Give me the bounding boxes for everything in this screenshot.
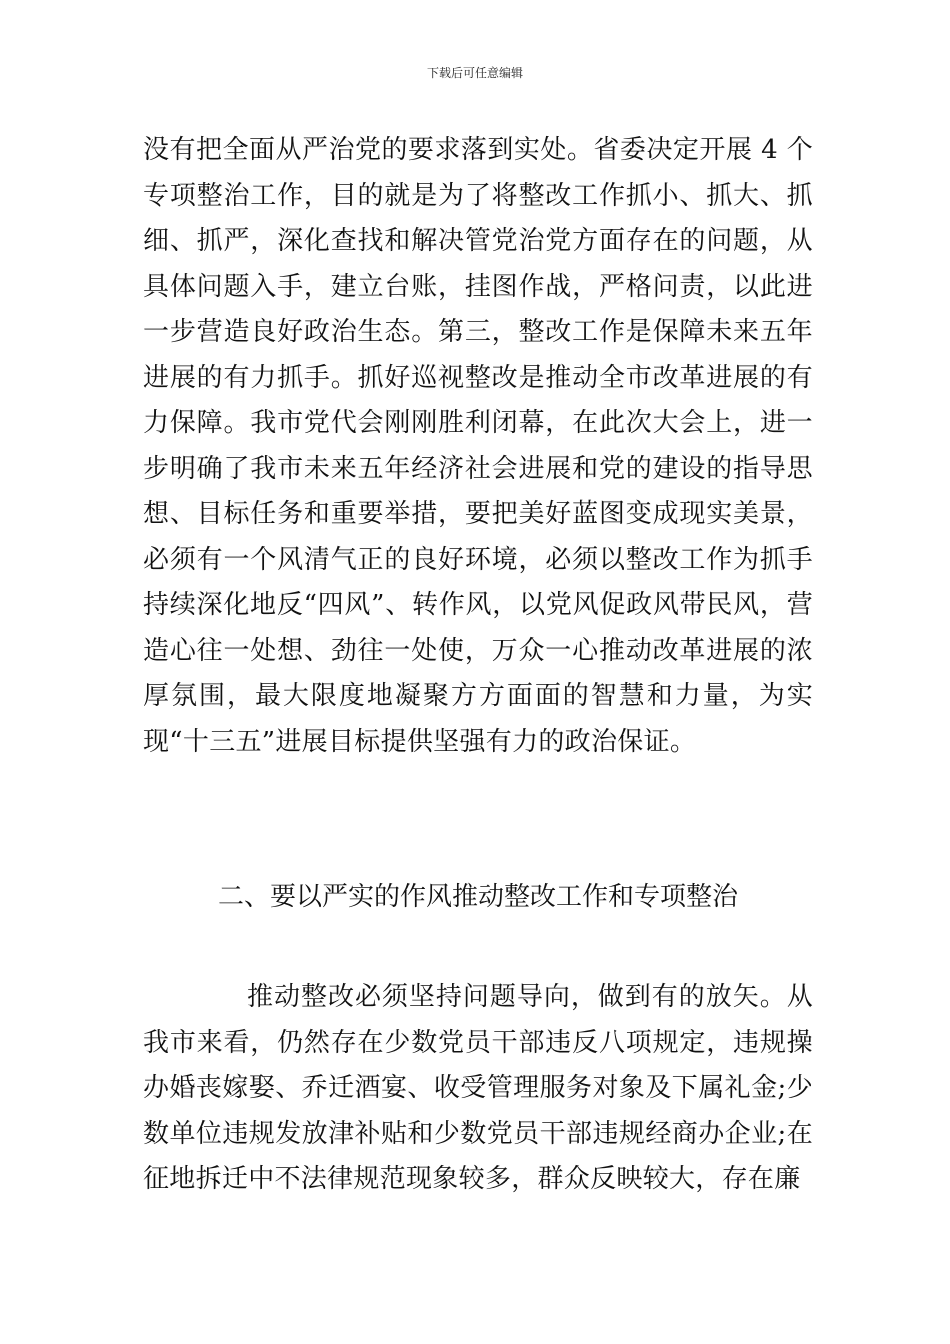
body-paragraph-1: 没有把全面从严治党的要求落到实处。省委决定开展 4 个专项整治工作，目的就是为了将整改工作抓小、抓大、抓细、抓严，深化查找和解决管党治党方面存在的问题，从具体问题入手，建立台账，挂图作战，严格问责，以此进一步营造良好政治生态。第三，整改工作是保障未来五年进展的有力抓手。抓好巡视整改是推动全市改革进展的有力保障。我市党代会刚刚胜利闭幕，在此次大会上，进一步明确了我市未来五年经济社会进展和党的建设的指导思想、目标任务和重要举措，要把美好蓝图变成现实美景，必须有一个风清气正的良好环境，必须以整改工作为抓手持续深化地反“四风”、转作风，以党风促政风带民风，营造心往一处想、劲往一处使，万众一心推动改革进展的浓厚氛围，最大限度地凝聚方方面面的智慧和力量，为实现“十三五”进展目标提供坚强有力的政治保证。 <box>143 135 813 757</box>
page-header: 下载后可任意编辑 <box>426 66 523 80</box>
body-paragraph-2: 推动整改必须坚持问题导向，做到有的放矢。从我市来看，仍然存在少数党员干部违反八项规定，违规操办婚丧嫁娶、乔迁酒宴、收受管理服务对象及下属礼金;少数单位违规发放津补贴和少数党员干部违规经商办企业;在征地拆迁中不法律规范现象较多，群众反映较大，存在廉 <box>143 982 813 1194</box>
section-heading: 二、要以严实的作风推动整改工作和专项整治 <box>217 882 738 912</box>
